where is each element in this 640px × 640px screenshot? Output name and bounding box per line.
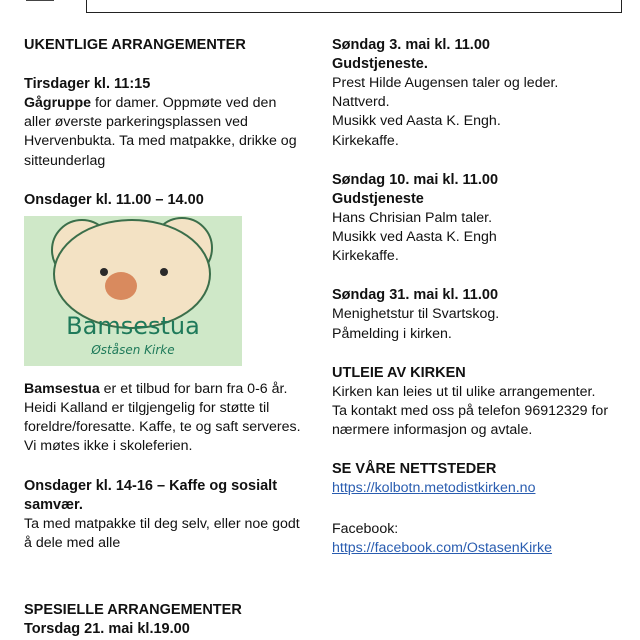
wednesday2-text: Ta med matpakke til deg selv, eller noe godt å dele med alle	[24, 515, 300, 551]
sunday1-line: Kirkekaffe.	[332, 132, 399, 149]
sunday2-line: Musikk ved Aasta K. Engh	[332, 229, 497, 246]
web-heading: SE VÅRE NETTSTEDER	[332, 461, 497, 478]
website-link[interactable]: https://kolbotn.metodistkirken.no	[332, 480, 536, 497]
weekly-heading: UKENTLIGE ARRANGEMENTER	[24, 37, 246, 53]
tuesday-bold: Gågruppe	[24, 95, 92, 111]
bear-nose	[105, 272, 137, 300]
facebook-label: Facebook:	[332, 520, 399, 537]
tuesday-rest: for damer. Oppmøte ved den aller øverste parkeringsplassen ved Hvervenbukta. Ta med matpakke, drikke og sitteunderlag	[24, 95, 297, 169]
bamsestua-bold: Bamsestua	[24, 380, 100, 397]
rent-text: Kirken kan leies ut til ulike arrangementer. Ta kontakt med oss på telefon 96912329 for nærmere informasjon og avtale.	[332, 383, 609, 439]
sunday1-line: Prest Hilde Augensen taler og leder.	[332, 75, 559, 91]
bamsestua-text	[24, 380, 304, 457]
bear-eye-left	[100, 268, 108, 276]
logo-subtitle: Øståsen Kirke	[91, 342, 175, 357]
tuesday-time: Tirsdager kl. 11:15	[24, 76, 151, 92]
sunday2-line: Hans Chrisian Palm taler.	[332, 209, 493, 226]
top-frame	[86, 0, 622, 13]
wednesday-time: Onsdager kl. 11.00 – 14.00	[24, 191, 204, 208]
wednesday2-heading: Onsdager kl. 14-16 – Kaffe og sosialt samvær.	[24, 477, 278, 513]
bamsestua-rest: er et tilbud for barn fra 0-6 år. Heidi Kalland er tilgjengelig for støtte til foreldre/foresatte. Kaffe, te og saft serveres. Vi møtes ikke i skoleferien.	[24, 380, 301, 455]
bamsestua-logo	[24, 216, 242, 366]
bear-eye-right	[160, 268, 168, 276]
tuesday-text	[24, 94, 304, 171]
special-heading: SPESIELLE ARRANGEMENTER	[24, 602, 242, 619]
left-column	[24, 36, 304, 639]
thursday-time: Torsdag 21. mai kl.19.00	[24, 621, 190, 638]
sunday1-title: Gudstjeneste.	[332, 56, 428, 72]
rent-heading: UTLEIE AV KIRKEN	[332, 364, 466, 381]
sunday1-time: Søndag 3. mai kl. 11.00	[332, 37, 490, 53]
right-column	[332, 36, 624, 558]
facebook-link[interactable]: https://facebook.com/OstasenKirke	[332, 539, 553, 556]
sunday3-time: Søndag 31. mai kl. 11.00	[332, 287, 499, 304]
sunday2-time: Søndag 10. mai kl. 11.00	[332, 171, 499, 188]
sunday1-line: Nattverd.	[332, 94, 390, 111]
sunday2-line: Kirkekaffe.	[332, 248, 399, 265]
top-rule	[26, 0, 54, 1]
sunday2-title: Gudstjeneste	[332, 190, 424, 207]
logo-title: Bamsestua	[66, 311, 200, 340]
sunday3-line: Påmelding i kirken.	[332, 325, 452, 342]
sunday3-line: Menighetstur til Svartskog.	[332, 306, 500, 323]
sunday1-line: Musikk ved Aasta K. Engh.	[332, 113, 501, 130]
